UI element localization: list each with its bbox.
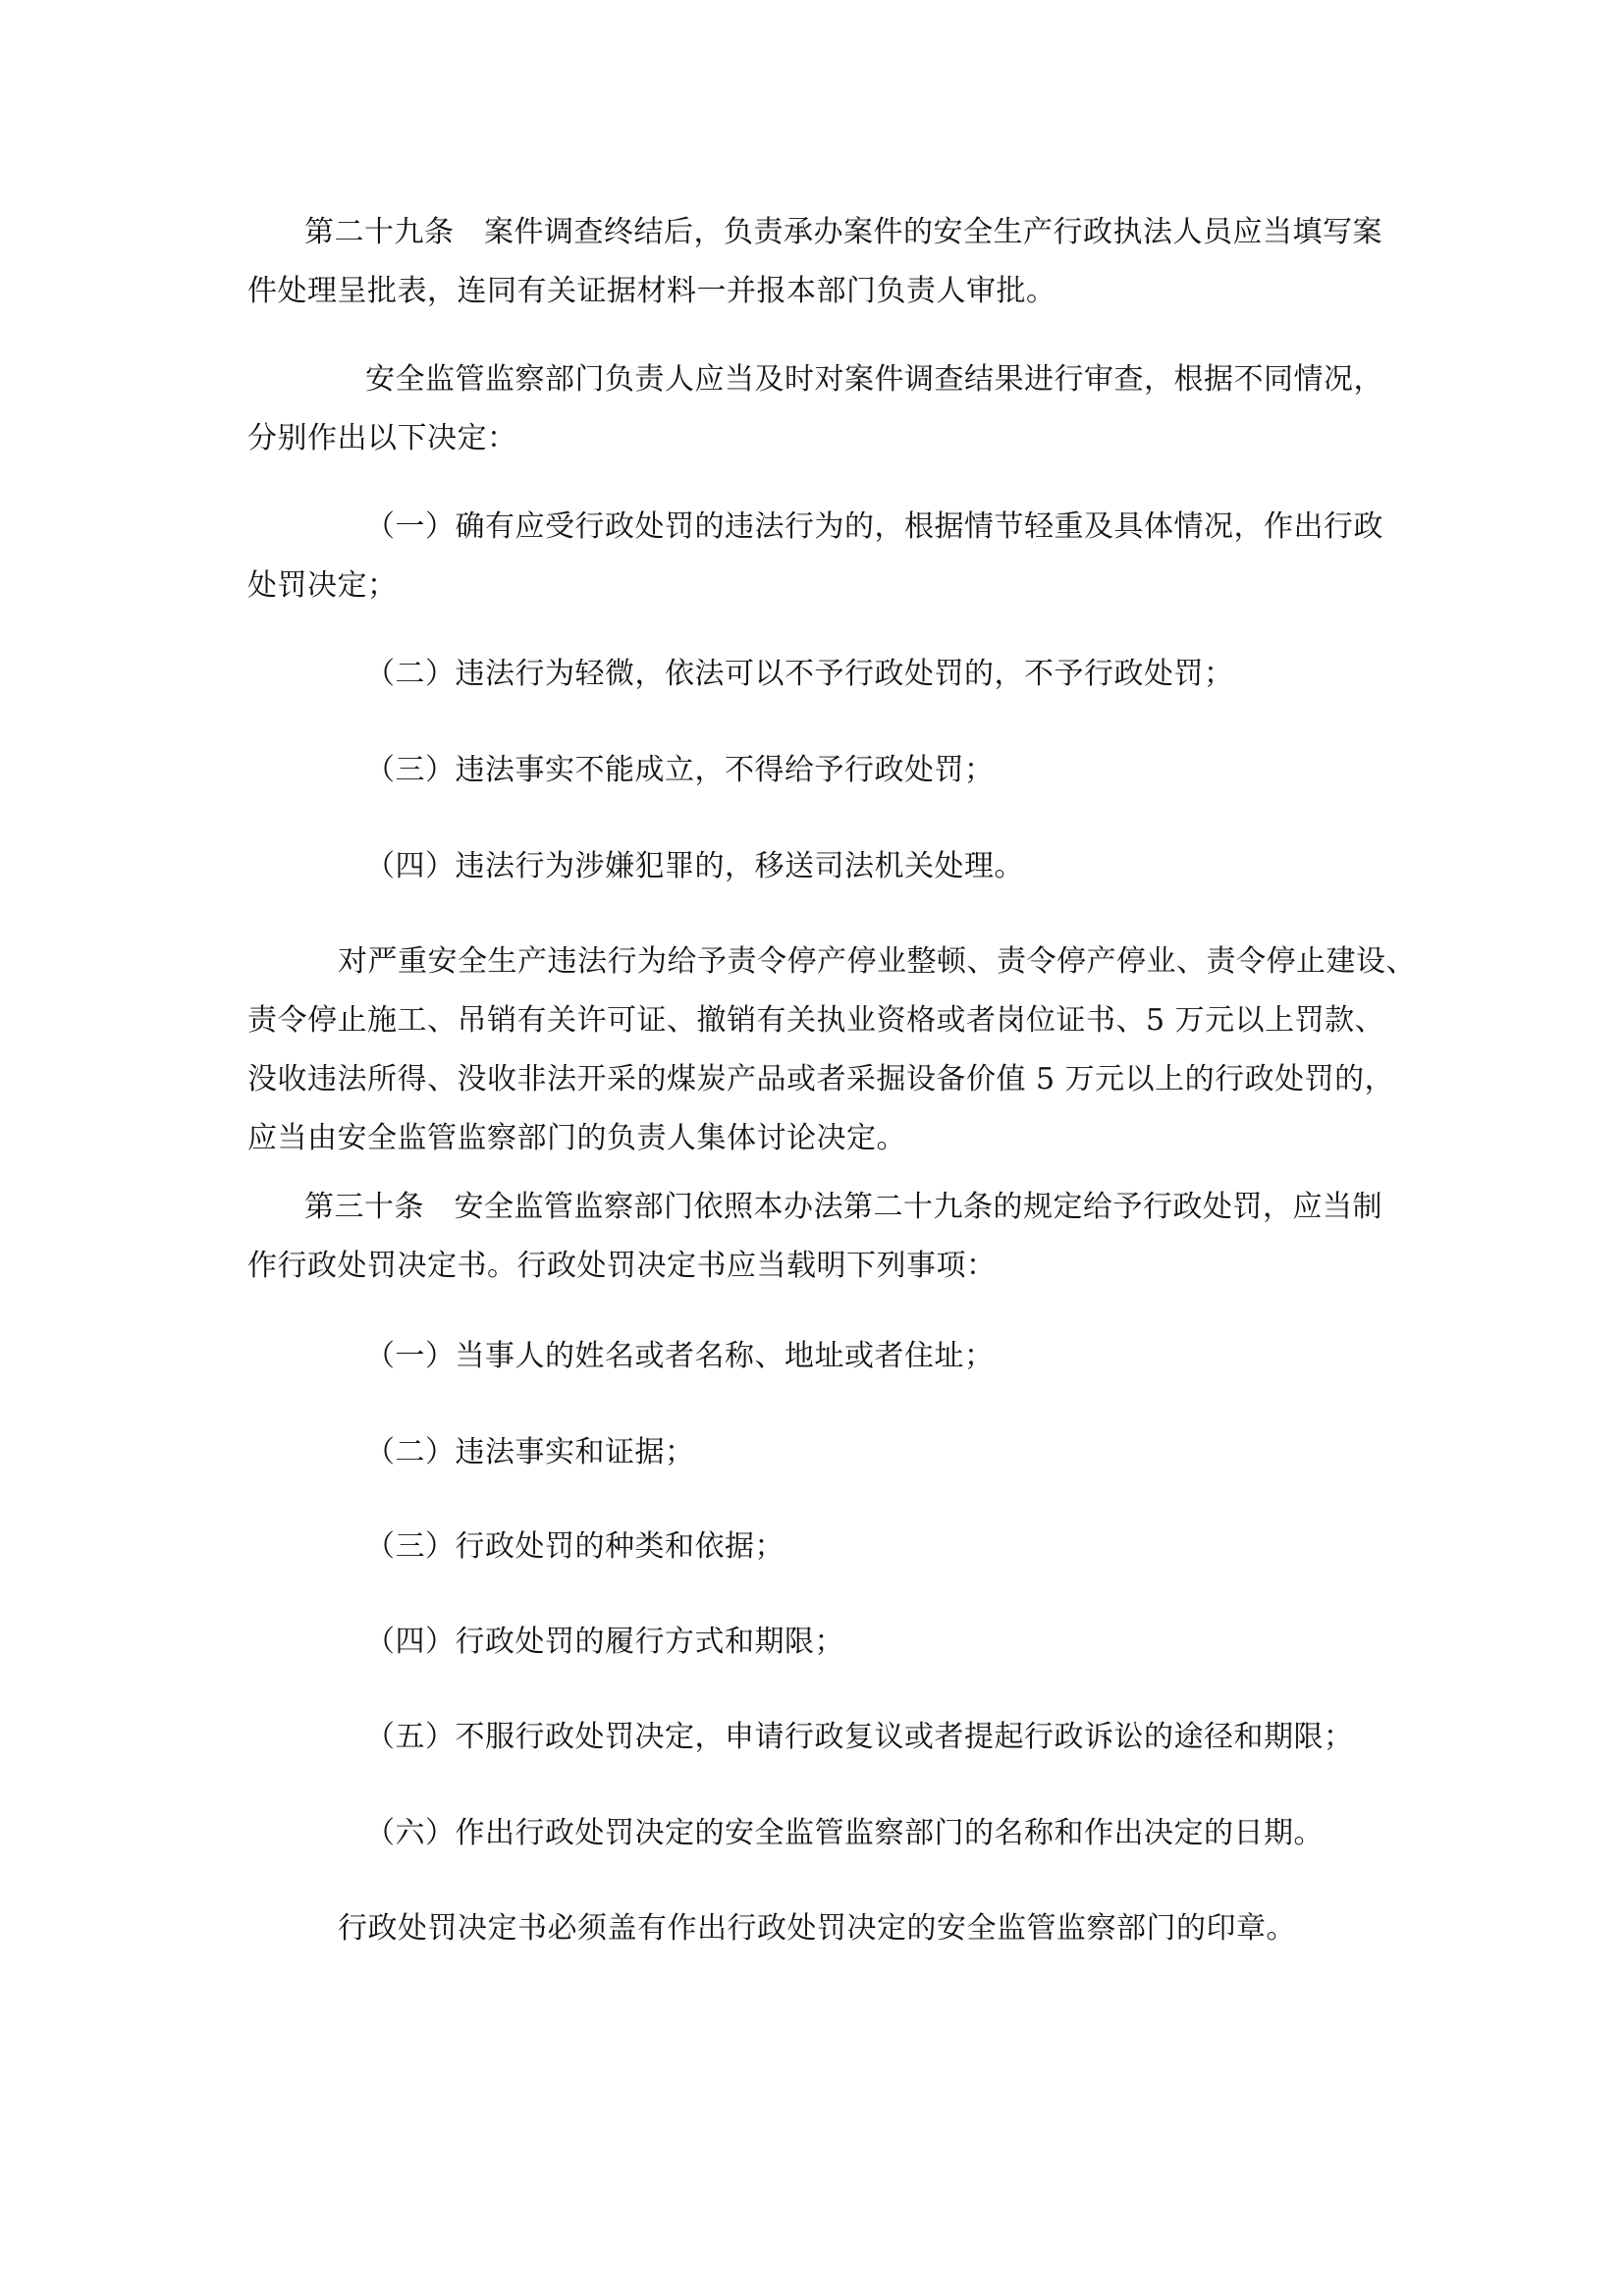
text-line: （四）行政处罚的履行方式和期限；: [365, 1625, 844, 1659]
text-line: 应当由安全监管监察部门的负责人集体讨论决定。: [247, 1121, 906, 1155]
text-line: 件处理呈批表，连同有关证据材料一并报本部门负责人审批。: [247, 274, 1056, 308]
collective-discussion-paragraph: [247, 933, 1416, 1168]
text-line: （一）确有应受行政处罚的违法行为的，根据情节轻重及具体情况，作出行政: [365, 509, 1383, 544]
matter-item-1: [247, 1327, 1386, 1386]
text-line: （六）作出行政处罚决定的安全监管监察部门的名称和作出决定的日期。: [365, 1816, 1324, 1850]
matter-item-3: [247, 1518, 1386, 1576]
text-line: 没收违法所得、没收非法开采的煤炭产品或者采掘设备价值 5 万元以上的行政处罚的，: [247, 1062, 1395, 1096]
decision-item-2: [247, 645, 1386, 704]
text-line: 行政处罚决定书必须盖有作出行政处罚决定的安全监管监察部门的印章。: [338, 1911, 1296, 1946]
matter-item-2: [247, 1423, 1386, 1482]
text-line: 第三十条 安全监管监察部门依照本办法第二十九条的规定给予行政处罚，应当制: [304, 1190, 1382, 1224]
text-line: （四）违法行为涉嫌犯罪的，移送司法机关处理。: [365, 849, 1024, 883]
text-line: 分别作出以下决定：: [247, 421, 517, 455]
text-line: 安全监管监察部门负责人应当及时对案件调查结果进行审查，根据不同情况，: [365, 362, 1383, 397]
seal-requirement-paragraph: [247, 1899, 1386, 1958]
text-line: （三）违法事实不能成立，不得给予行政处罚；: [365, 753, 995, 787]
matter-item-4: [247, 1613, 1386, 1672]
article-30-paragraph: [247, 1178, 1386, 1296]
decision-item-3: [247, 741, 1386, 800]
matter-item-6: [247, 1804, 1386, 1863]
matter-item-5: [247, 1708, 1386, 1767]
text-line: （五）不服行政处罚决定，申请行政复议或者提起行政诉讼的途径和期限；: [365, 1720, 1354, 1754]
text-line: 责令停止施工、吊销有关许可证、撤销有关执业资格或者岗位证书、5 万元以上罚款、: [247, 1003, 1385, 1038]
text-line: （一）当事人的姓名或者名称、地址或者住址；: [365, 1339, 995, 1373]
text-line: 作行政处罚决定书。行政处罚决定书应当载明下列事项：: [247, 1249, 997, 1283]
decision-item-1: [247, 498, 1386, 615]
review-paragraph: [247, 350, 1386, 468]
text-line: （二）违法行为轻微，依法可以不予行政处罚的，不予行政处罚；: [365, 657, 1234, 691]
text-line: （三）行政处罚的种类和依据；: [365, 1529, 785, 1564]
decision-item-4: [247, 837, 1386, 896]
text-line: （二）违法事实和证据；: [365, 1435, 695, 1469]
article-29-paragraph: [247, 203, 1386, 321]
text-line: 对严重安全生产违法行为给予责令停产停业整顿、责令停产停业、责令停止建设、: [338, 944, 1416, 979]
text-line: 第二十九条 案件调查终结后，负责承办案件的安全生产行政执法人员应当填写案: [304, 215, 1382, 249]
text-line: 处罚决定；: [247, 568, 398, 603]
